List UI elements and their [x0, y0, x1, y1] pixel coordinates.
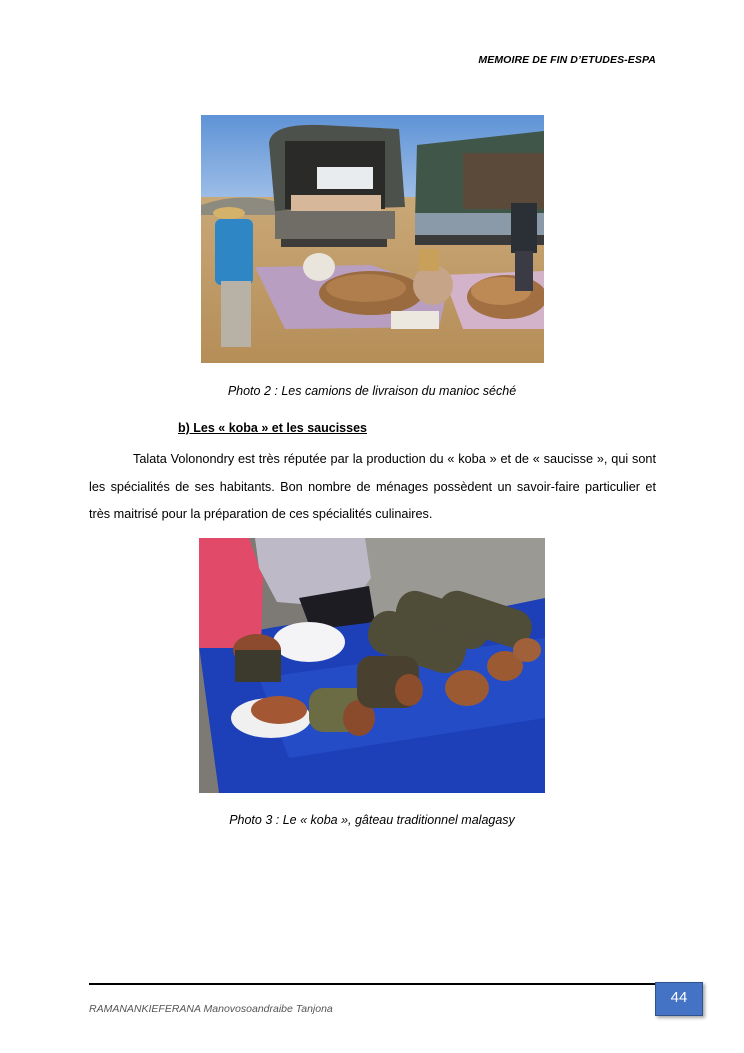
figure-caption-2: Photo 3 : Le « koba », gâteau traditionnel malagasy — [229, 813, 515, 827]
section-heading: b) Les « koba » et les saucisses — [178, 421, 367, 435]
running-header: MEMOIRE DE FIN D’ETUDES-ESPA — [478, 54, 656, 66]
figure-caption-1: Photo 2 : Les camions de livraison du manioc séché — [227, 384, 517, 398]
photo-koba-cakes — [199, 538, 545, 793]
page-number: 44 — [655, 982, 703, 1016]
footer-divider — [89, 983, 674, 985]
photo-delivery-trucks — [201, 115, 544, 363]
footer-author: RAMANANKIEFERANA Manovosoandraibe Tanjona — [89, 1003, 333, 1015]
section-paragraph: Talata Volonondry est très réputée par la production du « koba » et de « saucisse », qui sont les spécialités de ses habitants. Bon nombre de ménages possèdent un savoir-faire particulier et très maitrisé pour la préparation de ces spécialités culinaires. — [89, 452, 656, 521]
